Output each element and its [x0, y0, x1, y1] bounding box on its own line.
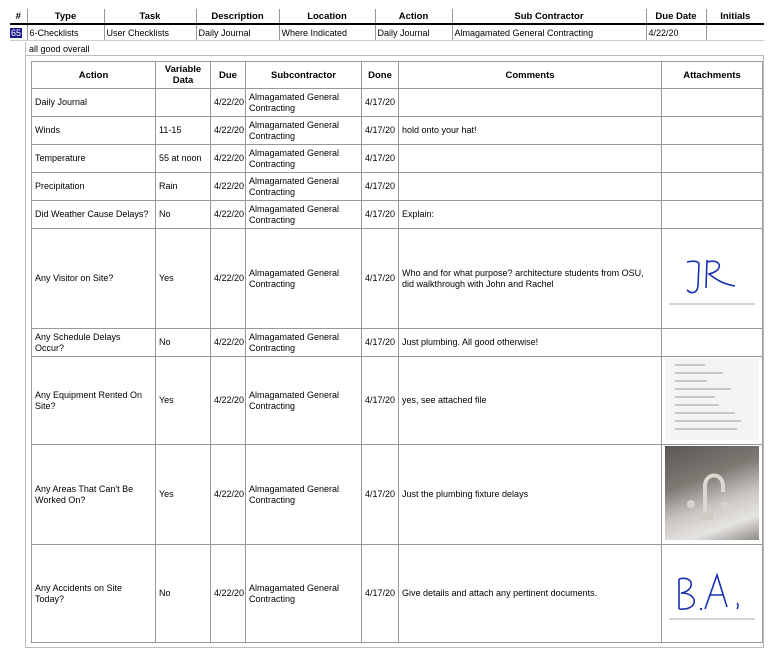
due-cell: 4/22/20	[211, 145, 246, 173]
attachment-cell	[662, 201, 763, 229]
col-num: #	[10, 9, 27, 24]
row-due-date: 4/22/20	[646, 24, 706, 41]
attachment-cell	[662, 329, 763, 357]
subcontractor-cell: Almagamated General Contracting	[246, 145, 362, 173]
signature-jr-image[interactable]	[665, 242, 759, 312]
attachment-cell	[662, 89, 763, 117]
table-row	[32, 229, 763, 329]
row-type: 6-Checklists	[27, 24, 104, 41]
table-row	[32, 145, 763, 173]
table-row	[32, 357, 763, 445]
col-variable-data: Variable Data	[156, 62, 211, 89]
subcontractor-cell: Almagamated General Contracting	[246, 229, 362, 329]
table-row	[32, 445, 763, 545]
comments-cell: Just plumbing. All good otherwise!	[399, 329, 662, 357]
checklist-table	[31, 61, 763, 643]
task-header-table	[10, 9, 764, 41]
row-initials	[706, 24, 764, 41]
variable-cell: No	[156, 201, 211, 229]
subcontractor-cell: Almagamated General Contracting	[246, 173, 362, 201]
subcontractor-cell: Almagamated General Contracting	[246, 545, 362, 643]
action-cell: Did Weather Cause Delays?	[32, 201, 156, 229]
done-cell: 4/17/20	[362, 145, 399, 173]
due-cell: 4/22/20	[211, 545, 246, 643]
checklist-header	[32, 62, 763, 89]
row-task: User Checklists	[104, 24, 196, 41]
comments-cell: Just the plumbing fixture delays	[399, 445, 662, 545]
col-description: Description	[196, 9, 279, 24]
done-cell: 4/17/20	[362, 117, 399, 145]
variable-cell: Yes	[156, 445, 211, 545]
subcontractor-cell: Almagamated General Contracting	[246, 329, 362, 357]
col-initials: Initials	[706, 9, 764, 24]
attachment-cell[interactable]	[662, 445, 763, 545]
action-cell: Winds	[32, 117, 156, 145]
due-cell: 4/22/20	[211, 445, 246, 545]
due-cell: 4/22/20	[211, 89, 246, 117]
col-action: Action	[32, 62, 156, 89]
variable-cell: Yes	[156, 357, 211, 445]
action-cell: Temperature	[32, 145, 156, 173]
done-cell: 4/17/20	[362, 445, 399, 545]
col-attachments: Attachments	[662, 62, 763, 89]
subcontractor-cell: Almagamated General Contracting	[246, 201, 362, 229]
col-due: Due	[211, 62, 246, 89]
variable-cell: Yes	[156, 229, 211, 329]
document-thumbnail[interactable]	[665, 358, 759, 440]
done-cell: 4/17/20	[362, 329, 399, 357]
action-cell: Daily Journal	[32, 89, 156, 117]
row-sub-contractor: Almagamated General Contracting	[452, 24, 646, 41]
done-cell: 4/17/20	[362, 173, 399, 201]
due-cell: 4/22/20	[211, 357, 246, 445]
done-cell: 4/17/20	[362, 229, 399, 329]
action-cell: Any Equipment Rented On Site?	[32, 357, 156, 445]
subcontractor-cell: Almagamated General Contracting	[246, 357, 362, 445]
subcontractor-cell: Almagamated General Contracting	[246, 117, 362, 145]
variable-cell: 55 at noon	[156, 145, 211, 173]
due-cell: 4/22/20	[211, 201, 246, 229]
comments-cell	[399, 173, 662, 201]
row-location: Where Indicated	[279, 24, 375, 41]
comments-cell: Explain:	[399, 201, 662, 229]
variable-cell	[156, 89, 211, 117]
table-row	[32, 201, 763, 229]
due-cell: 4/22/20	[211, 229, 246, 329]
variable-cell: No	[156, 329, 211, 357]
table-row	[32, 545, 763, 643]
action-cell: Any Accidents on Site Today?	[32, 545, 156, 643]
row-number[interactable]: 65	[11, 27, 22, 38]
done-cell: 4/17/20	[362, 357, 399, 445]
col-done: Done	[362, 62, 399, 89]
col-comments: Comments	[399, 62, 662, 89]
col-action: Action	[375, 9, 452, 24]
action-cell: Precipitation	[32, 173, 156, 201]
attachment-cell	[662, 117, 763, 145]
header-columns	[10, 9, 764, 24]
col-location: Location	[279, 9, 375, 24]
attachment-cell[interactable]	[662, 545, 763, 643]
row-action: Daily Journal	[375, 24, 452, 41]
attachment-cell	[662, 145, 763, 173]
col-task: Task	[104, 9, 196, 24]
due-cell: 4/22/20	[211, 173, 246, 201]
attachment-cell	[662, 173, 763, 201]
attachment-cell[interactable]	[662, 357, 763, 445]
table-row	[32, 117, 763, 145]
done-cell: 4/17/20	[362, 89, 399, 117]
attachment-cell[interactable]	[662, 229, 763, 329]
row-description: Daily Journal	[196, 24, 279, 41]
due-cell: 4/22/20	[211, 117, 246, 145]
action-cell: Any Areas That Can't Be Worked On?	[32, 445, 156, 545]
variable-cell: No	[156, 545, 211, 643]
col-type: Type	[27, 9, 104, 24]
comments-cell	[399, 89, 662, 117]
subcontractor-cell: Almagamated General Contracting	[246, 89, 362, 117]
col-due-date: Due Date	[646, 9, 706, 24]
comments-cell: hold onto your hat!	[399, 117, 662, 145]
comments-cell: yes, see attached file	[399, 357, 662, 445]
subcontractor-cell: Almagamated General Contracting	[246, 445, 362, 545]
table-row	[32, 89, 763, 117]
done-cell: 4/17/20	[362, 545, 399, 643]
comments-cell: Who and for what purpose? architecture students from OSU, did walkthrough with John and Rachel	[399, 229, 662, 329]
table-row	[32, 329, 763, 357]
col-subcontractor: Subcontractor	[246, 62, 362, 89]
signature-ba-image[interactable]	[665, 557, 759, 627]
comments-cell	[399, 145, 662, 173]
due-cell: 4/22/20	[211, 329, 246, 357]
action-cell: Any Schedule Delays Occur?	[32, 329, 156, 357]
variable-cell: Rain	[156, 173, 211, 201]
table-row	[32, 173, 763, 201]
done-cell: 4/17/20	[362, 201, 399, 229]
faucet-photo[interactable]	[665, 446, 759, 540]
overall-note: all good overall	[25, 42, 764, 56]
col-sub-contractor: Sub Contractor	[452, 9, 646, 24]
comments-cell: Give details and attach any pertinent documents.	[399, 545, 662, 643]
variable-cell: 11-15	[156, 117, 211, 145]
header-row[interactable]	[10, 24, 764, 41]
action-cell: Any Visitor on Site?	[32, 229, 156, 329]
